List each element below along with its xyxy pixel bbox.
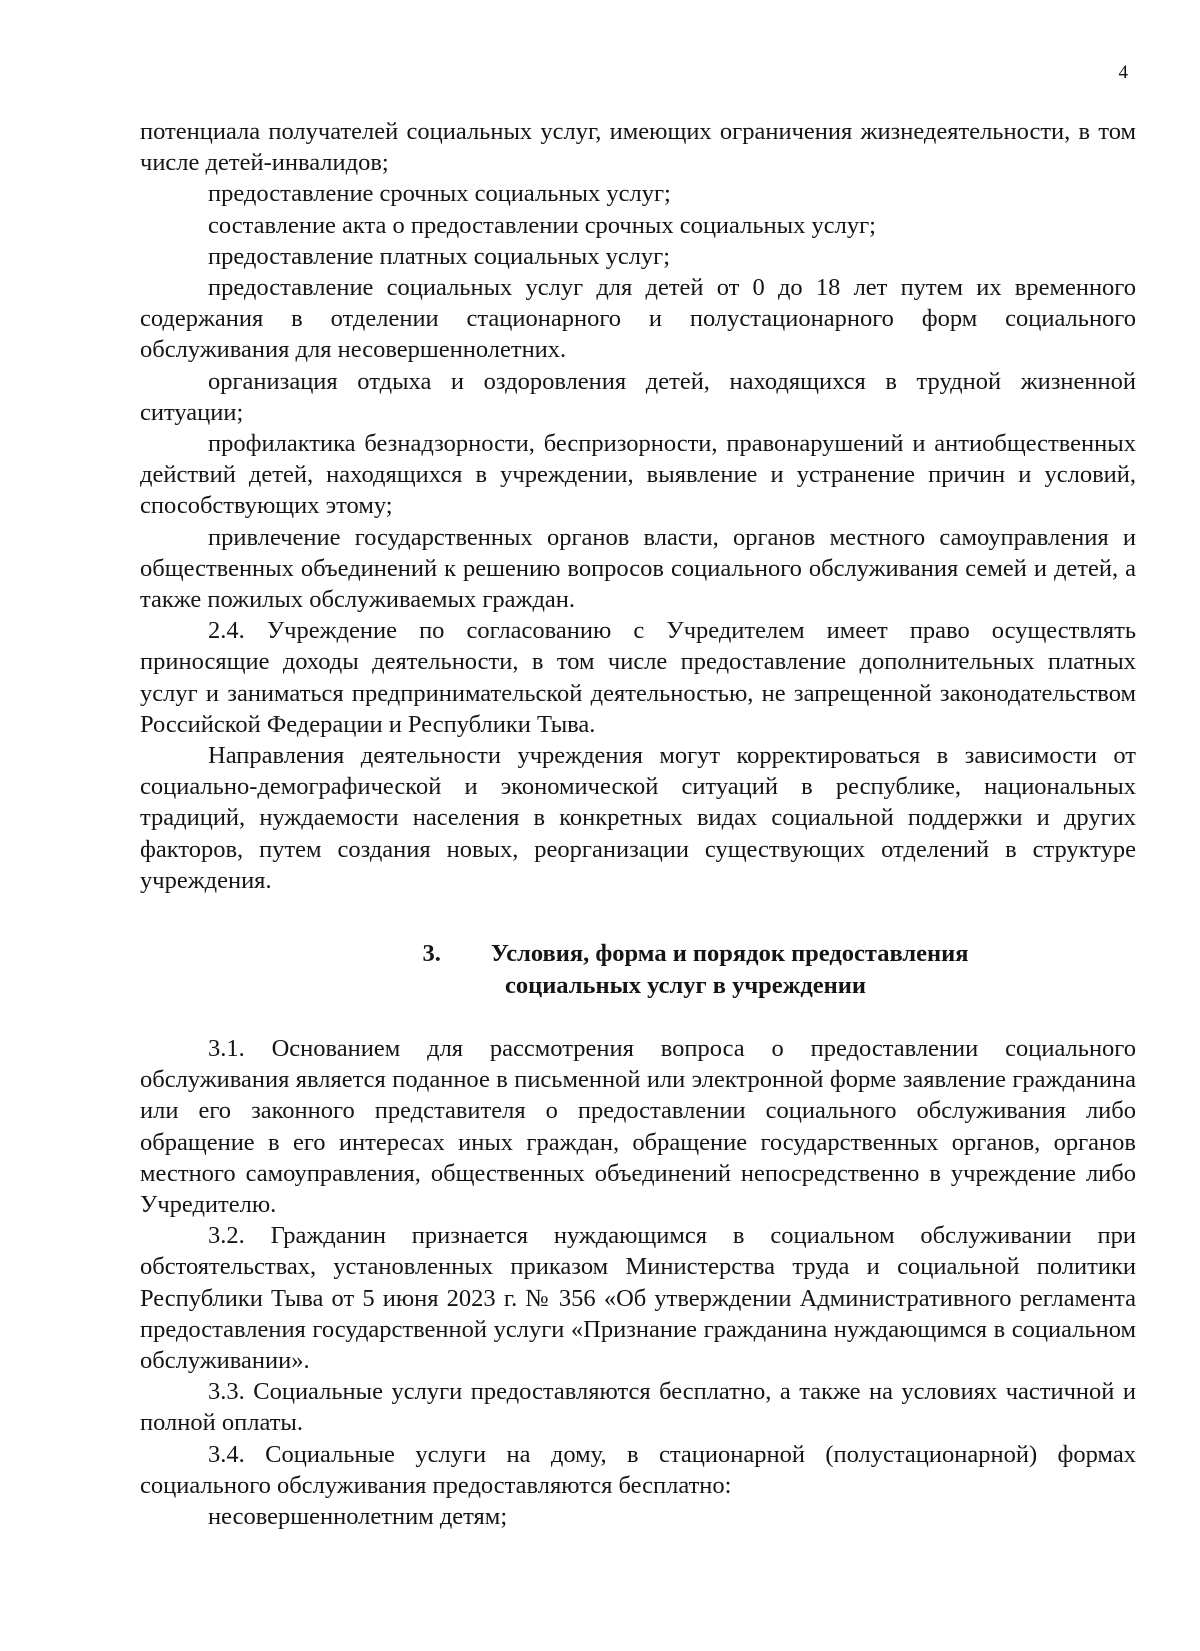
paragraph-prevention: профилактика безнадзорности, беспризорности, правонарушений и антиобщественных действий детей, находящихся в учреждении, выявление и устранение причин и условий, способствующих этому; xyxy=(140,430,1136,520)
paragraph-continuation: потенциала получателей социальных услуг, имеющих ограничения жизнедеятельности, в том числе детей-инвалидов; xyxy=(140,118,1136,177)
paragraph-children-services: предоставление социальных услуг для детей от 0 до 18 лет путем их временного содержания в отделении стационарного и полустационарного форм социального обслуживания для несовершеннолетних. xyxy=(140,274,1136,364)
bottom-text-block xyxy=(140,1033,1136,1532)
paragraph-paid-services: предоставление платных социальных услуг; xyxy=(208,242,671,270)
section-number: 3. xyxy=(422,940,441,967)
paragraph-2-4: 2.4. Учреждение по согласованию с Учредителем имеет право осуществлять приносящие доходы деятельности, в том числе предоставление дополнительных платных услуг и заниматься предпринимательской деятельностью, не запрещенной законодательством Российской Федерации и Республики Тыва. xyxy=(140,617,1136,738)
top-text-block xyxy=(140,116,1136,896)
page-number: 4 xyxy=(1118,62,1128,83)
section-title-line-1: Условия, форма и порядок предоставления xyxy=(490,940,969,967)
paragraph-3-1: 3.1. Основанием для рассмотрения вопроса о предоставлении социального обслуживания является поданное в письменной или электронной форме заявление гражданина или его законного представителя о предоставлении социального обслуживания либо обращение в его интересах иных граждан, обращение государственных органов, органов местного самоуправления, общественных объединений непосредственно в учреждение либо Учредителю. xyxy=(140,1035,1136,1219)
paragraph-involvement: привлечение государственных органов власти, органов местного самоуправления и общественных объединений к решению вопросов социального обслуживания семей и детей, а также пожилых обслуживаемых граждан. xyxy=(140,523,1136,614)
paragraph-urgent-services-act: составление акта о предоставлении срочных социальных услуг; xyxy=(208,211,876,239)
section-title-line-2: социальных услуг в учреждении xyxy=(504,971,867,999)
paragraph-3-3: 3.3. Социальные услуги предоставляются бесплатно, а также на условиях частичной и полной оплаты. xyxy=(140,1378,1136,1437)
paragraph-3-2: 3.2. Гражданин признается нуждающимся в социальном обслуживании при обстоятельствах, установленных приказом Министерства труда и социальной политики Республики Тыва от 5 июня 2023 г. № 356 «Об утверждении Административного регламента предоставления государственной услуги «Признание гражданина нуждающимся в социальном обслуживании». xyxy=(140,1222,1136,1375)
section-3-heading xyxy=(140,938,1136,1001)
paragraph-minors: несовершеннолетним детям; xyxy=(208,1503,508,1531)
paragraph-3-4: 3.4. Социальные услуги на дому, в стационарной (полустационарной) формах социального обслуживания предоставляются бесплатно: xyxy=(140,1440,1136,1499)
paragraph-urgent-services: предоставление срочных социальных услуг; xyxy=(208,180,671,208)
paragraph-recreation: организация отдыха и оздоровления детей, находящихся в трудной жизненной ситуации; xyxy=(140,367,1136,426)
paragraph-directions: Направления деятельности учреждения могут корректироваться в зависимости от социально-демографической и экономической ситуаций в республике, национальных традиций, нуждаемости населения в конкретных видах социальной поддержки и других факторов, путем создания новых, реорганизации существующих отделений в структуре учреждения. xyxy=(140,742,1136,894)
